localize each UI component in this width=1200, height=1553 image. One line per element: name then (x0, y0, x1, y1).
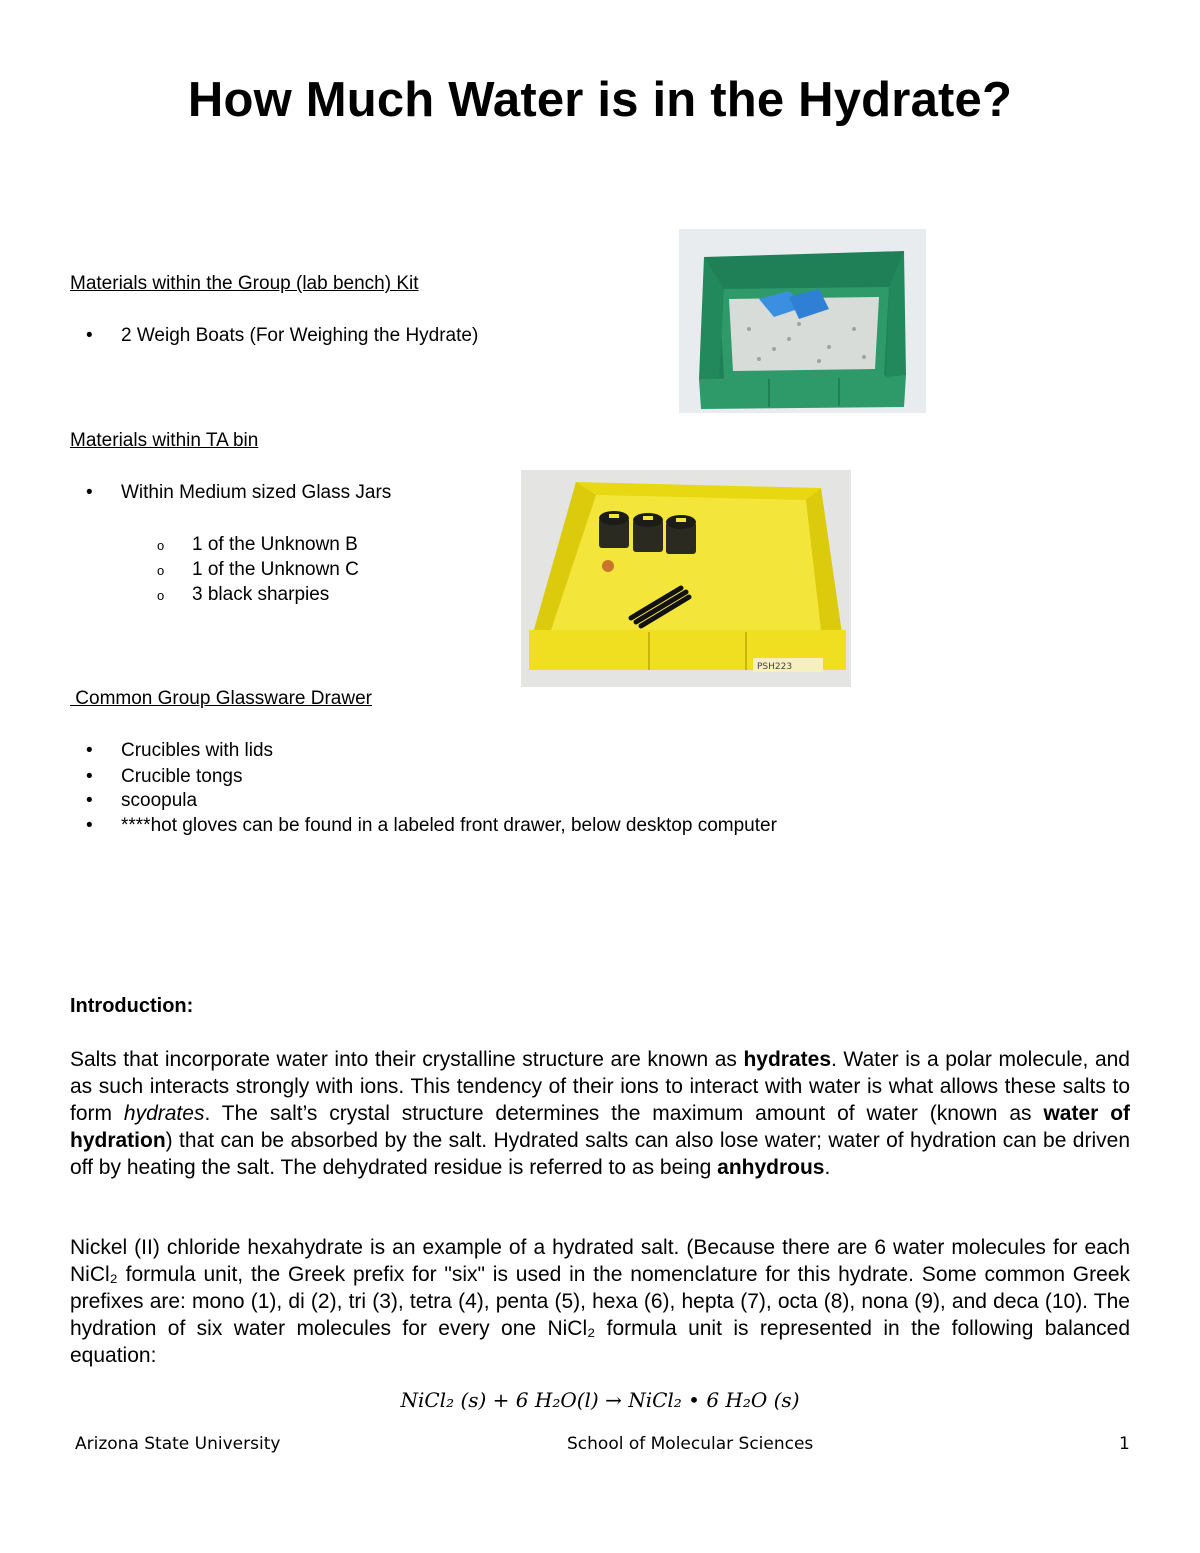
footer-university: Arizona State University (75, 1434, 281, 1454)
bullet-icon: • (86, 325, 93, 346)
introduction-paragraph-2: Nickel (II) chloride hexahydrate is an example of a hydrated salt. (Because there are 6 water molecules for each NiCl₂ formula unit, the Greek prefix for "six" is used in the nomenclature for this hydrate. Some common Greek prefixes are: mono (1), di (2), tri (3), tetra (4), penta (5), hexa (6), hepta (7), octa (8), nona (9), and deca (10). The hydration of six water molecules for every one NiCl₂ formula unit is represented in the following balanced equation: (70, 1236, 1130, 1367)
green-bin-photo (679, 229, 926, 413)
ta-bin-sub-item: 3 black sharpies (192, 584, 330, 605)
bullet-icon: • (86, 815, 93, 836)
circle-bullet-icon: o (157, 563, 165, 578)
group-kit-item: 2 Weigh Boats (For Weighing the Hydrate) (121, 325, 479, 346)
group-kit-heading: Materials within the Group (lab bench) Kit (70, 273, 419, 294)
yellow-bin-photo (521, 470, 851, 687)
footer-school: School of Molecular Sciences (567, 1434, 814, 1454)
glassware-item: ****hot gloves can be found in a labeled front drawer, below desktop computer (121, 815, 777, 836)
ta-bin-sub-item: 1 of the Unknown C (192, 559, 359, 580)
ta-bin-heading: Materials within TA bin (70, 430, 259, 451)
circle-bullet-icon: o (157, 538, 165, 553)
page-number: 1 (1119, 1434, 1130, 1454)
introduction-paragraph-1: Salts that incorporate water into their crystalline structure are known as hydrates. Water is a polar molecule, and as such interacts strongly with ions. This tendency of their ions to interact with water is what allows these salts to form hydrates. The salt’s crystal structure determines the maximum amount of water (known as water of hydration) that can be absorbed by the salt. Hydrated salts can also lose water; water of hydration can be driven off by heating the salt. The dehydrated residue is referred to as being anhydrous. (70, 1048, 1131, 1179)
bin-label: PSH223 (757, 662, 793, 672)
glassware-item: Crucibles with lids (121, 740, 274, 761)
bullet-icon: • (86, 482, 93, 503)
bullet-icon: • (86, 790, 93, 811)
balanced-equation: NiCl₂ (s) + 6 H₂O(l) → NiCl₂ • 6 H₂O (s) (400, 1388, 800, 1412)
glassware-heading: Common Group Glassware Drawer (70, 688, 372, 709)
introduction-heading: Introduction: (70, 995, 194, 1017)
glassware-item: scoopula (121, 790, 198, 811)
glassware-item: Crucible tongs (121, 766, 243, 787)
circle-bullet-icon: o (157, 588, 165, 603)
ta-bin-item: Within Medium sized Glass Jars (121, 482, 392, 503)
ta-bin-sub-item: 1 of the Unknown B (192, 534, 358, 555)
bullet-icon: • (86, 740, 93, 761)
bullet-icon: • (86, 766, 93, 787)
page-title: How Much Water is in the Hydrate? (187, 73, 1013, 127)
